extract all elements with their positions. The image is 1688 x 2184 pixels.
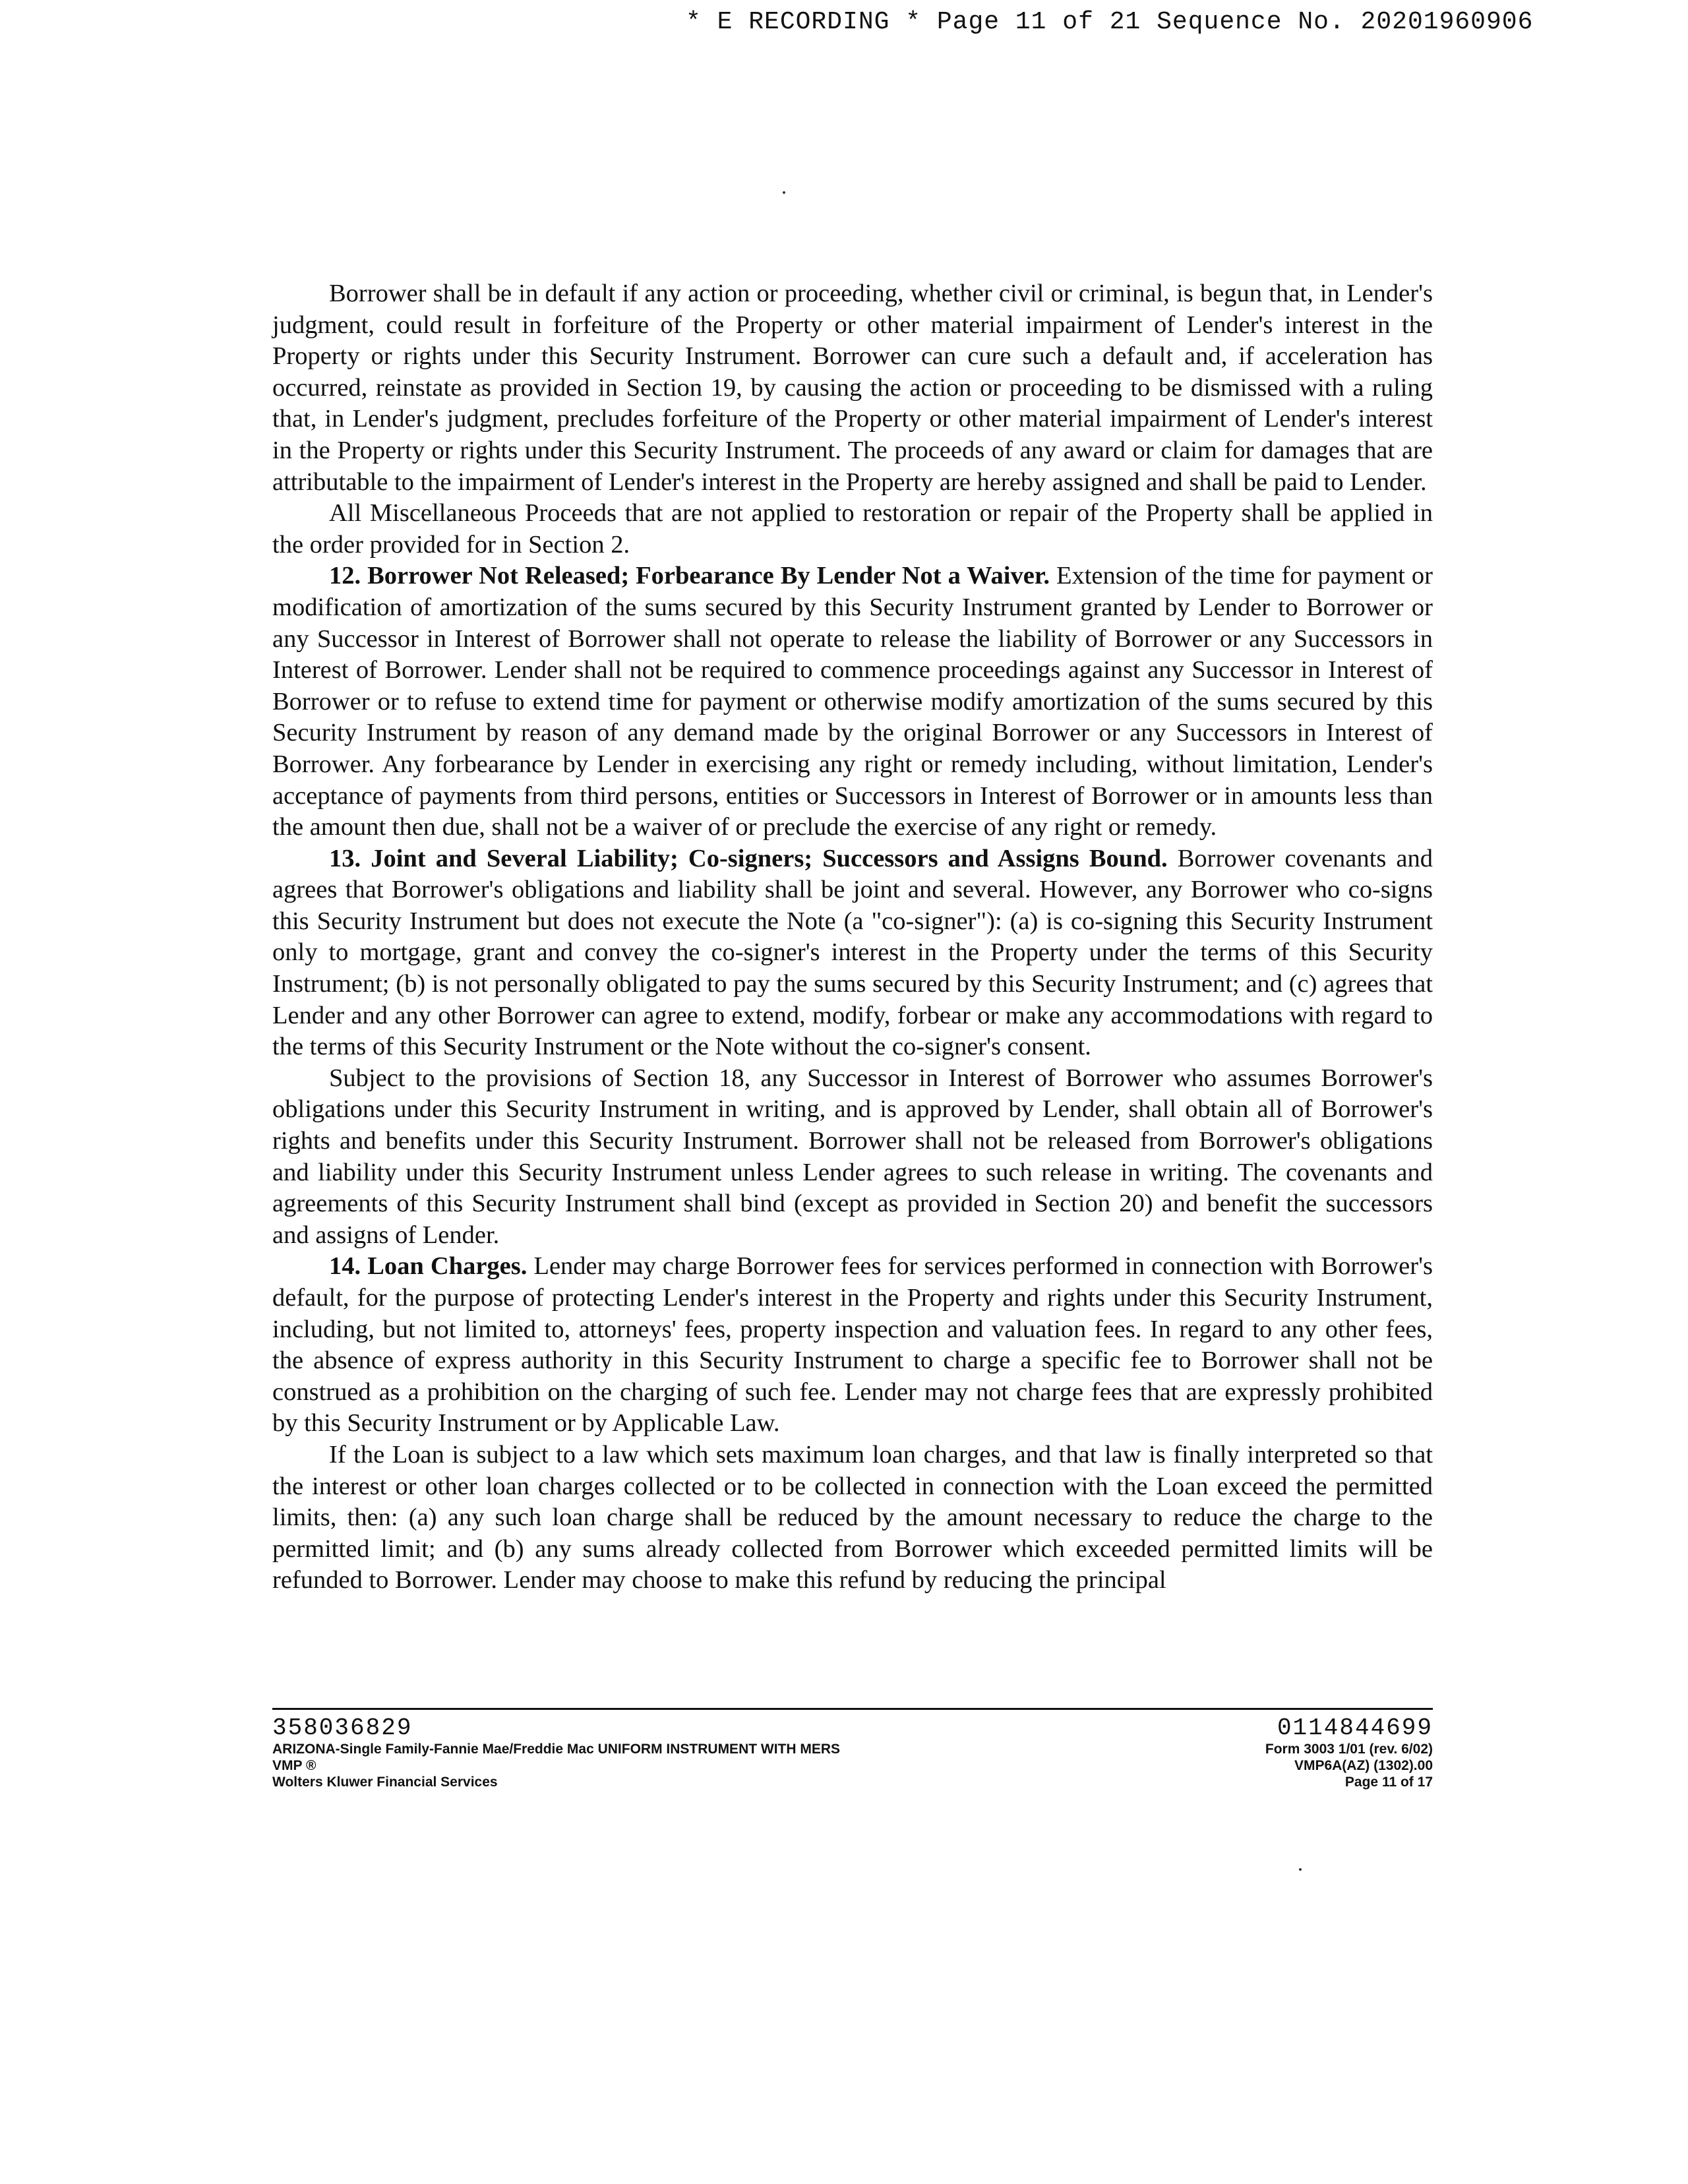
paragraph-text: If the Loan is subject to a law which sets maximum loan charges, and that law is finally interpreted so that the interest or other loan charges collected or to be collected in connection with the Loan exceed the permitted limits, then: (a) any such loan charge shall be reduced by the amount necessary to reduce the charge to the permitted limit; and (b) any sums already collected from Borrower which exceeded permitted limits will be refunded to Borrower. Lender may choose to make this refund by reducing the principal bbox=[272, 1440, 1433, 1594]
paragraph bbox=[272, 278, 1433, 498]
publisher-name: Wolters Kluwer Financial Services bbox=[272, 1774, 498, 1790]
scan-speck bbox=[1299, 1868, 1302, 1871]
footer-right bbox=[1265, 1716, 1433, 1790]
paragraph bbox=[272, 1063, 1433, 1252]
paragraph-text: Lender may charge Borrower fees for services performed in connection with Borrower's default, for the purpose of protecting Lender's interest in the Property and rights under this Security Instrument, including, but not limited to, attorneys' fees, property inspection and valuation fees. In regard to any other fees, the absence of express authority in this Security Instrument to charge a specific fee to Borrower shall not be construed as a prohibition on the charging of such fee. Lender may not charge fees that are expressly prohibited by this Security Instrument or by Applicable Law. bbox=[272, 1252, 1433, 1438]
paragraph-text: Borrower shall be in default if any action or proceeding, whether civil or criminal, is begun that, in Lender's judgment, could result in forfeiture of the Property or other material impairment of Lender's interest in the Property or rights under this Security Instrument. Borrower can cure such a default and, if acceleration has occurred, reinstate as provided in Section 19, by causing the action or proceeding to be dismissed with a ruling that, in Lender's judgment, precludes forfeiture of the Property or other material impairment of Lender's interest in the Property or rights under this Security Instrument. The proceeds of any award or claim for damages that are attributable to the impairment of Lender's interest in the Property are hereby assigned and shall be paid to Lender. bbox=[272, 280, 1433, 496]
form-number: Form 3003 1/01 (rev. 6/02) bbox=[1265, 1742, 1433, 1757]
paragraph-text: Extension of the time for payment or modification of amortization of the sums secured by this Security Instrument granted by Lender to Borrower or any Successor in Interest of Borrower shall not operate to release the liability of Borrower or any Successors in Interest of Borrower. Lender shall not be required to commence proceedings against any Successor in Interest of Borrower or to refuse to extend time for payment or otherwise modify amortization of the sums secured by this Security Instrument by reason of any demand made by the original Borrower or any Successors in Interest of Borrower. Any forbearance by Lender in exercising any right or remedy including, without limitation, Lender's acceptance of payments from third persons, entities or Successors in Interest of Borrower or in amounts less than the amount then due, shall not be a waiver of or preclude the exercise of any right or remedy. bbox=[272, 562, 1433, 841]
section-13-paragraph bbox=[272, 843, 1433, 1063]
scan-speck bbox=[783, 191, 785, 194]
form-code: VMP6A(AZ) (1302).00 bbox=[1294, 1758, 1433, 1773]
paragraph-text: All Miscellaneous Proceeds that are not applied to restoration or repair of the Property shall be applied in the order provided for in Section 2. bbox=[272, 499, 1433, 559]
paragraph bbox=[272, 1440, 1433, 1596]
paragraph bbox=[272, 498, 1433, 561]
vmp-mark: VMP ® bbox=[272, 1758, 316, 1773]
page-number: Page 11 of 17 bbox=[1344, 1774, 1433, 1790]
form-title: ARIZONA-Single Family-Fannie Mae/Freddie Mac UNIFORM INSTRUMENT WITH MERS bbox=[272, 1742, 841, 1757]
recording-header: * E RECORDING * Page 11 of 21 Sequence No. 20201960906 bbox=[686, 8, 1534, 36]
section-12-paragraph bbox=[272, 561, 1433, 843]
section-14-paragraph bbox=[272, 1251, 1433, 1440]
section-heading: 12. Borrower Not Released; Forbearance By Lender Not a Waiver. bbox=[329, 562, 1050, 590]
paragraph-text: Borrower covenants and agrees that Borrower's obligations and liability shall be joint and several. However, any Borrower who co-signs this Security Instrument but does not execute the Note (a "co-signer"): (a) is co-signing this Security Instrument only to mortgage, grant and convey the co-signer's interest in the Property under the terms of this Security Instrument; (b) is not personally obligated to pay the sums secured by this Security Instrument; and (c) agrees that Lender and any other Borrower can agree to extend, modify, forbear or make any accommodations with regard to the terms of this Security Instrument or the Note without the co-signer's consent. bbox=[272, 844, 1433, 1061]
loan-id-number: 0114844699 bbox=[1277, 1714, 1433, 1742]
section-heading: 14. Loan Charges. bbox=[329, 1252, 528, 1281]
footer-left bbox=[272, 1716, 840, 1790]
footer-divider bbox=[272, 1708, 1433, 1710]
document-body bbox=[272, 278, 1433, 1596]
section-heading: 13. Joint and Several Liability; Co-signers; Successors and Assigns Bound. bbox=[329, 844, 1168, 872]
paragraph-text: Subject to the provisions of Section 18, any Successor in Interest of Borrower who assumes Borrower's obligations under this Security Instrument in writing, and is approved by Lender, shall obtain all of Borrower's rights and benefits under this Security Instrument. Borrower shall not be released from Borrower's obligations and liability under this Security Instrument unless Lender agrees to such release in writing. The covenants and agreements of this Security Instrument shall bind (except as provided in Section 20) and benefit the successors and assigns of Lender. bbox=[272, 1064, 1433, 1249]
loan-number: 358036829 bbox=[272, 1714, 413, 1742]
